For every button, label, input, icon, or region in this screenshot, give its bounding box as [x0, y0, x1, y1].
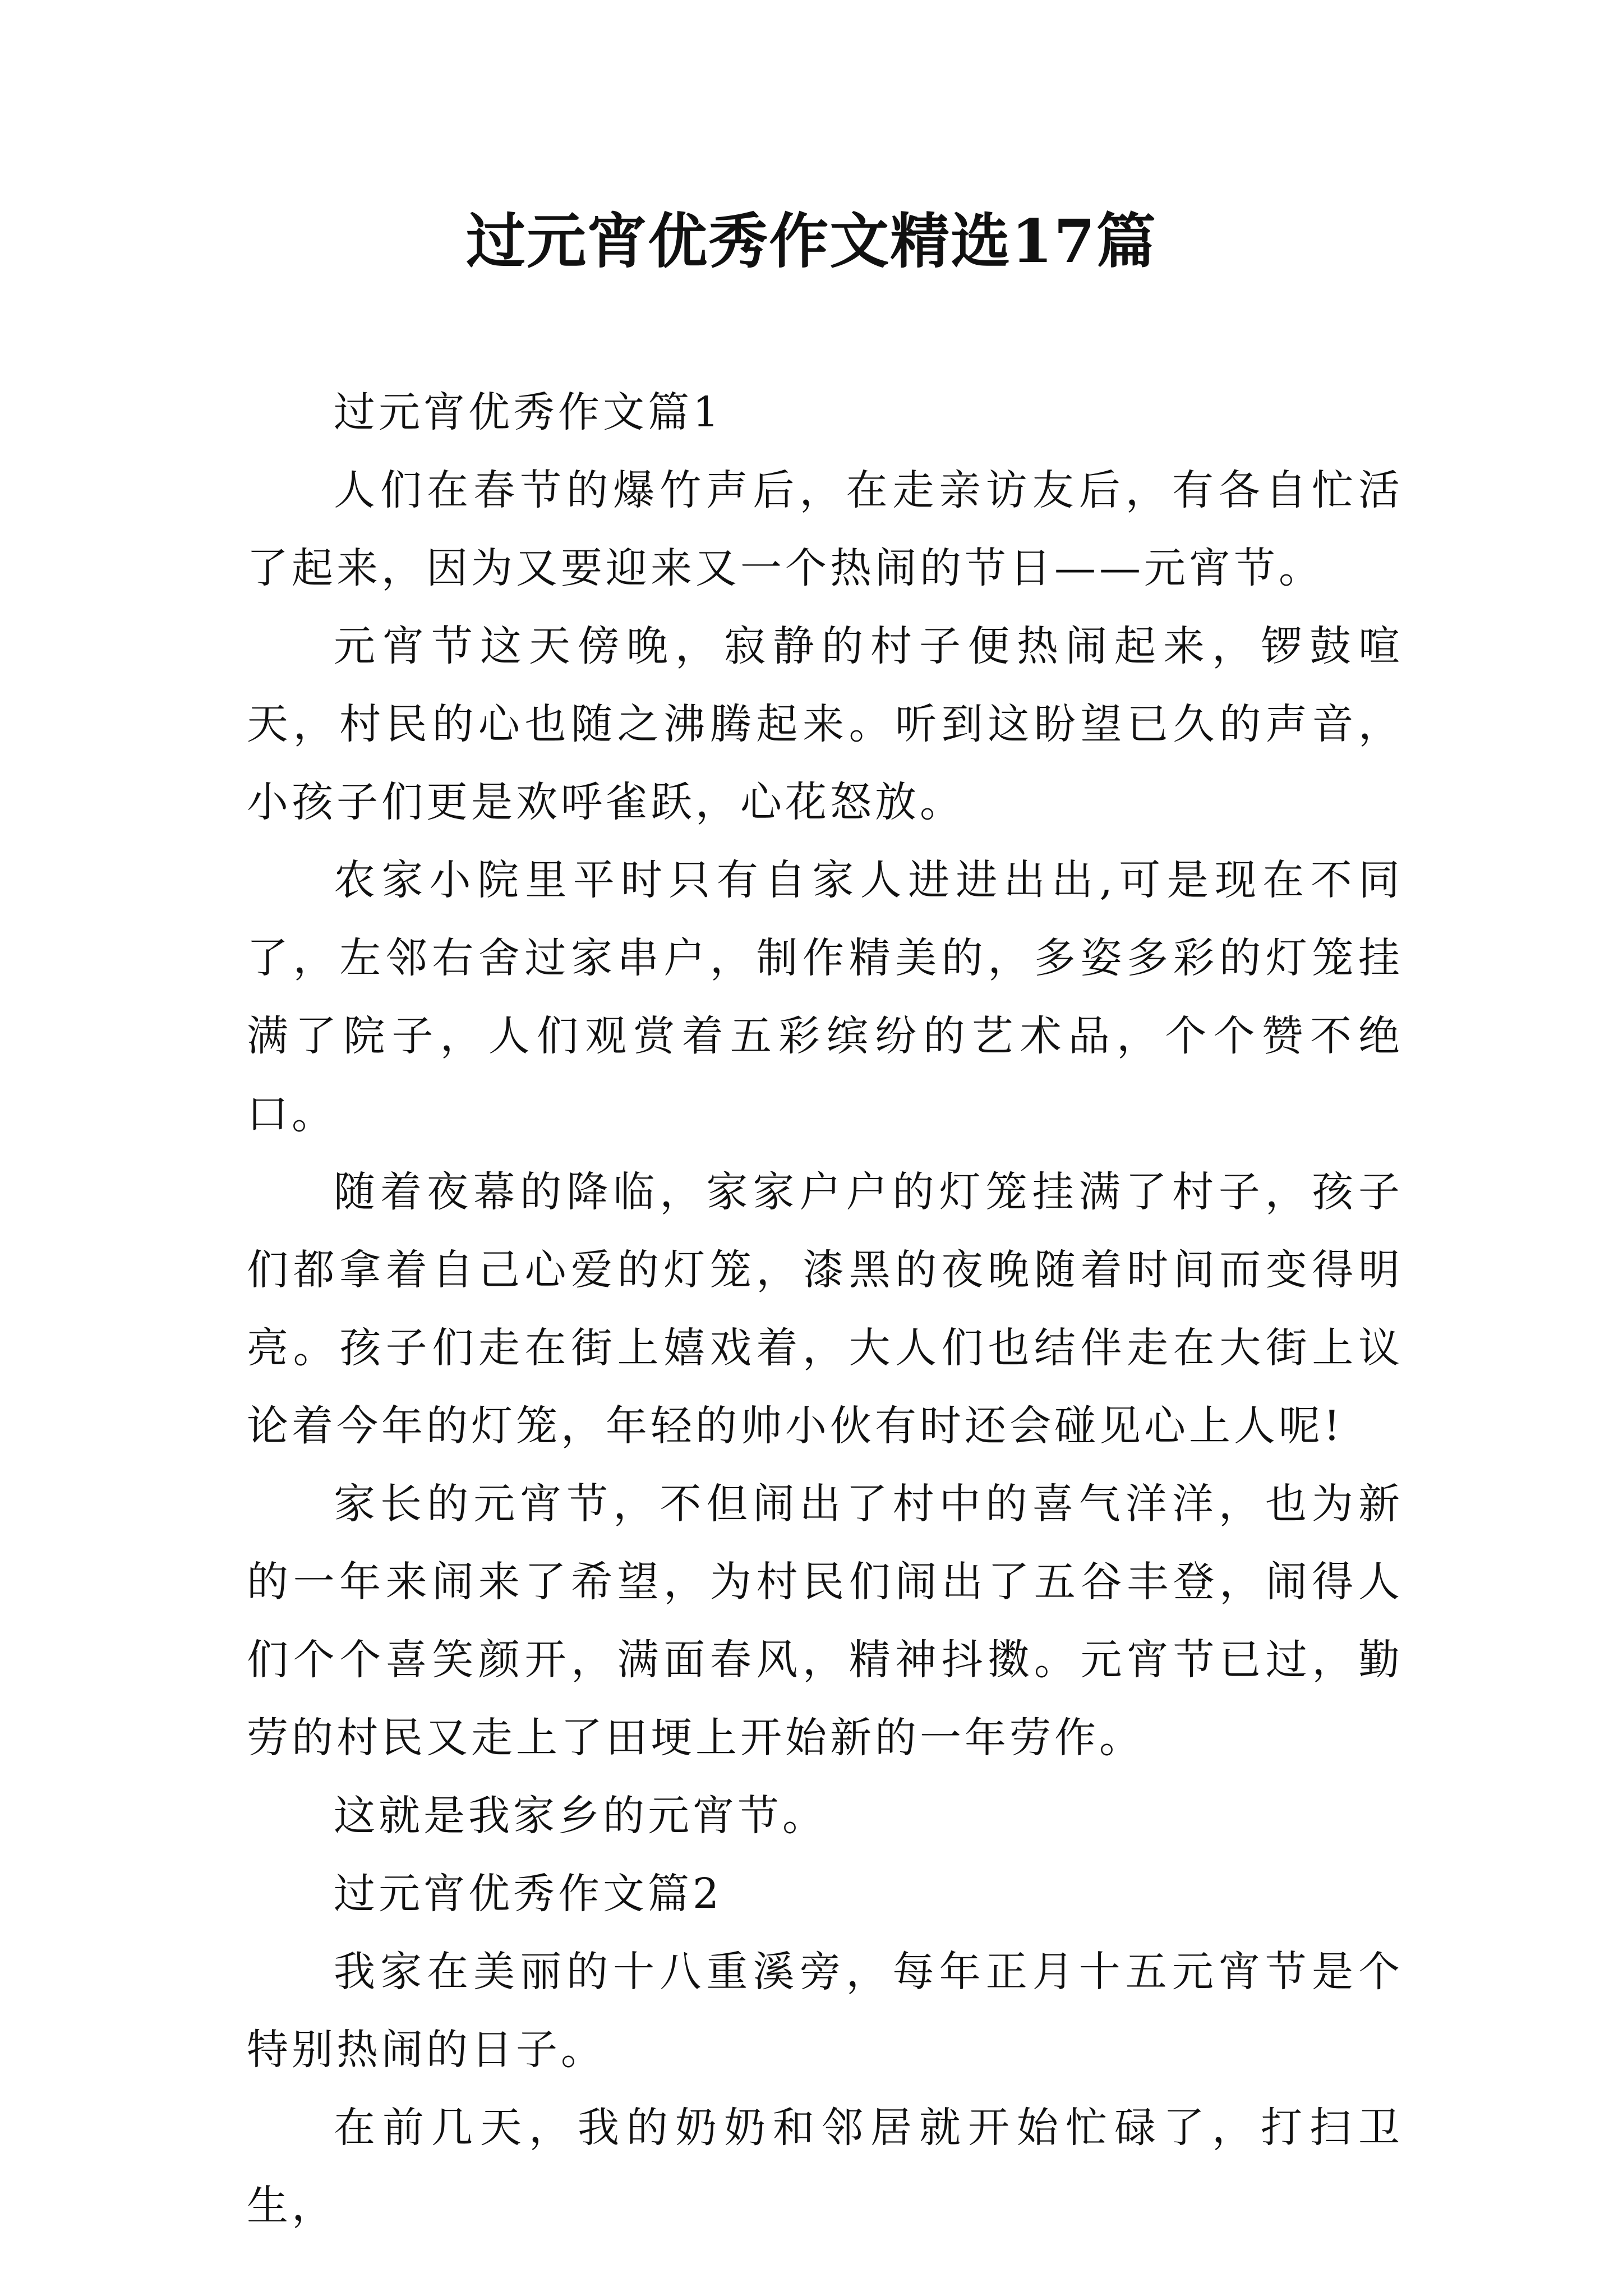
- paragraph: 家长的元宵节，不但闹出了村中的喜气洋洋，也为新的一年来闹来了希望，为村民们闹出了五谷丰登，闹得人们个个喜笑颜开，满面春风，精神抖擞。元宵节已过，勤劳的村民又走上了田埂上开始新的一年劳作。: [247, 1480, 1403, 1762]
- paragraph: 人们在春节的爆竹声后，在走亲访友后，有各自忙活了起来，因为又要迎来又一个热闹的节日——元宵节。: [247, 466, 1403, 592]
- paragraph: 我家在美丽的十八重溪旁，每年正月十五元宵节是个特别热闹的日子。: [247, 1948, 1403, 2074]
- paragraph: 在前几天，我的奶奶和邻居就开始忙碌了，打扫卫生，: [247, 2104, 1403, 2230]
- section-heading-2: 过元宵优秀作文篇2: [334, 1870, 723, 1918]
- document-title: 过元宵优秀作文精选17篇: [466, 206, 1157, 276]
- document-body: [247, 374, 1403, 2245]
- paragraph: 这就是我家乡的元宵节。: [334, 1792, 827, 1840]
- paragraph: 农家小院里平时只有自家人进进出出,可是现在不同了，左邻右舍过家串户，制作精美的，多姿多彩的灯笼挂满了院子，人们观赏着五彩缤纷的艺术品，个个赞不绝口。: [247, 856, 1403, 1138]
- paragraph: 元宵节这天傍晚，寂静的村子便热闹起来，锣鼓喧天，村民的心也随之沸腾起来。听到这盼望已久的声音，小孩子们更是欢呼雀跃，心花怒放。: [247, 622, 1403, 826]
- section-heading-1: 过元宵优秀作文篇1: [334, 388, 723, 436]
- paragraph: 随着夜幕的降临，家家户户的灯笼挂满了村子，孩子们都拿着自己心爱的灯笼，漆黑的夜晚随着时间而变得明亮。孩子们走在街上嬉戏着，大人们也结伴走在大街上议论着今年的灯笼，年轻的帅小伙有时还会碰见心上人呢!: [247, 1168, 1403, 1450]
